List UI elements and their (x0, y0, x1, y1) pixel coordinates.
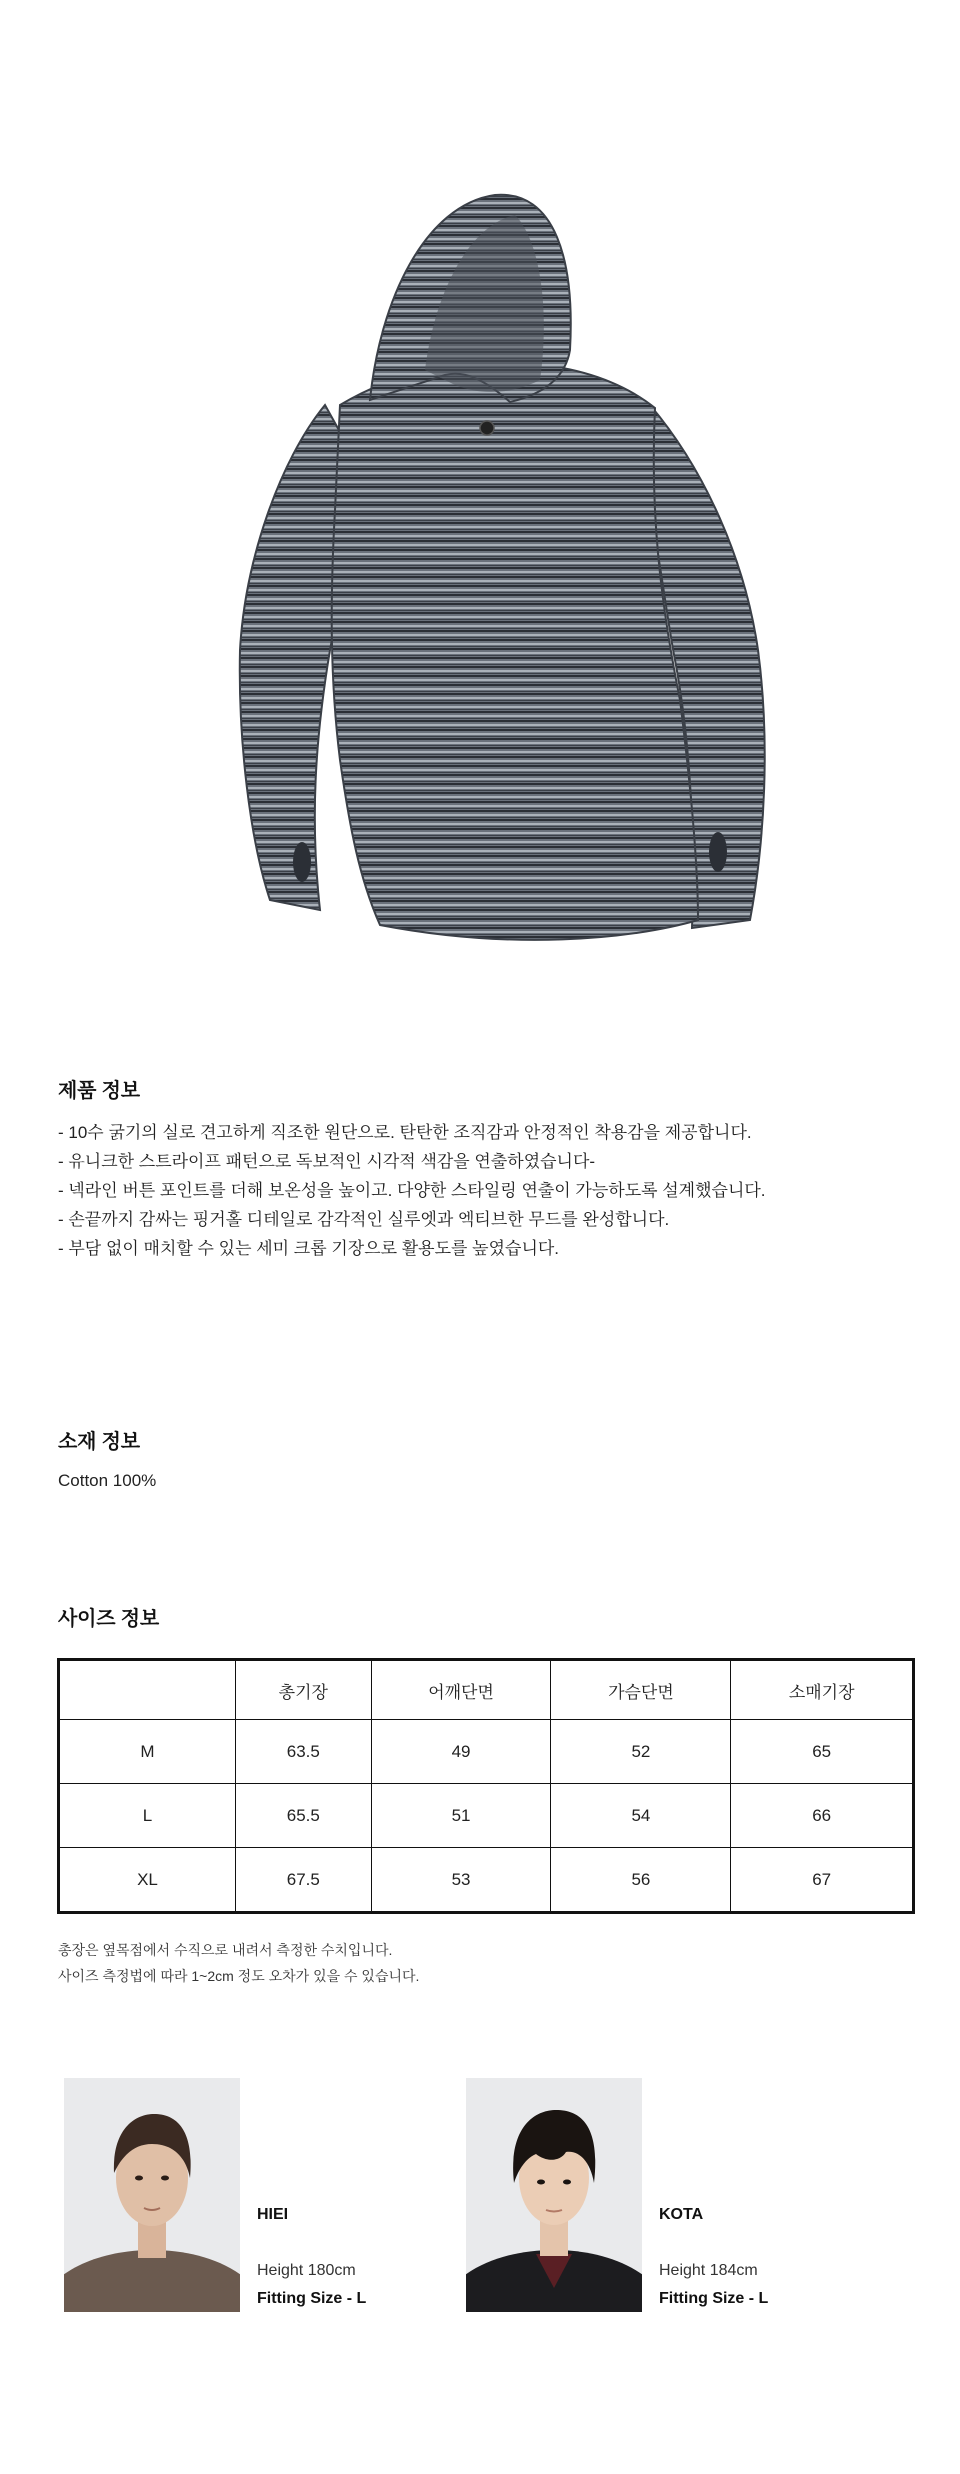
size-info-title: 사이즈 정보 (58, 1608, 159, 1630)
table-cell: 52 (551, 1720, 731, 1784)
product-info-title: 제품 정보 (58, 1080, 140, 1102)
product-info-item: - 손끝까지 감싸는 핑거홀 디테일로 감각적인 실루엣과 엑티브한 무드를 완성합니다. (58, 1210, 670, 1229)
model-name: KOTA (659, 2206, 704, 2223)
model-name: HIEI (257, 2206, 289, 2223)
product-info-list (58, 1118, 766, 1263)
table-cell: 67.5 (236, 1848, 372, 1913)
table-row (59, 1720, 914, 1784)
table-row (59, 1848, 914, 1913)
product-info-item: - 10수 굵기의 실로 견고하게 직조한 원단으로. 탄탄한 조직감과 안정적인 착용감을 제공합니다. (58, 1123, 752, 1142)
product-image (210, 180, 790, 960)
table-cell: 49 (371, 1720, 551, 1784)
model-fitting-size: Fitting Size - L (257, 2290, 367, 2307)
table-cell: 56 (551, 1848, 731, 1913)
model-card-kota (466, 2078, 866, 2318)
product-info-item: - 유니크한 스트라이프 패턴으로 독보적인 시각적 색감을 연출하였습니다- (58, 1152, 596, 1171)
table-cell: 65.5 (236, 1784, 372, 1848)
size-table-header-cell (59, 1660, 236, 1720)
material-info-title: 소재 정보 (58, 1431, 140, 1453)
model-photo (466, 2078, 642, 2312)
model-fitting-size: Fitting Size - L (659, 2290, 769, 2307)
size-note: 총장은 옆목점에서 수직으로 내려서 측정한 수치입니다. (58, 1942, 393, 1958)
model-height: Height 184cm (659, 2262, 758, 2279)
table-cell: 54 (551, 1784, 731, 1848)
size-notes (58, 1937, 419, 1989)
table-cell: 65 (731, 1720, 914, 1784)
model-height: Height 180cm (257, 2262, 356, 2279)
size-table-header-row (59, 1660, 914, 1720)
model-photo (64, 2078, 240, 2312)
product-info-item: - 부담 없이 매치할 수 있는 세미 크롭 기장으로 활용도를 높였습니다. (58, 1239, 560, 1258)
size-label: XL (59, 1848, 236, 1913)
model-card-hiei (64, 2078, 464, 2318)
product-info-item: - 넥라인 버튼 포인트를 더해 보온성을 높이고. 다양한 스타일링 연출이 가능하도록 설계했습니다. (58, 1181, 766, 1200)
table-cell: 66 (731, 1784, 914, 1848)
material-text: Cotton 100% (58, 1471, 157, 1490)
table-cell: 67 (731, 1848, 914, 1913)
size-label: L (59, 1784, 236, 1848)
table-cell: 63.5 (236, 1720, 372, 1784)
size-table-header-cell: 소매기장 (731, 1660, 914, 1720)
size-note: 사이즈 측정법에 따라 1~2cm 정도 오차가 있을 수 있습니다. (58, 1968, 420, 1984)
size-table (57, 1658, 915, 1914)
size-label: M (59, 1720, 236, 1784)
size-table-header-cell: 가슴단면 (551, 1660, 731, 1720)
size-table-header-cell: 어깨단면 (371, 1660, 551, 1720)
size-table-header-cell: 총기장 (236, 1660, 372, 1720)
table-cell: 53 (371, 1848, 551, 1913)
table-row (59, 1784, 914, 1848)
table-cell: 51 (371, 1784, 551, 1848)
